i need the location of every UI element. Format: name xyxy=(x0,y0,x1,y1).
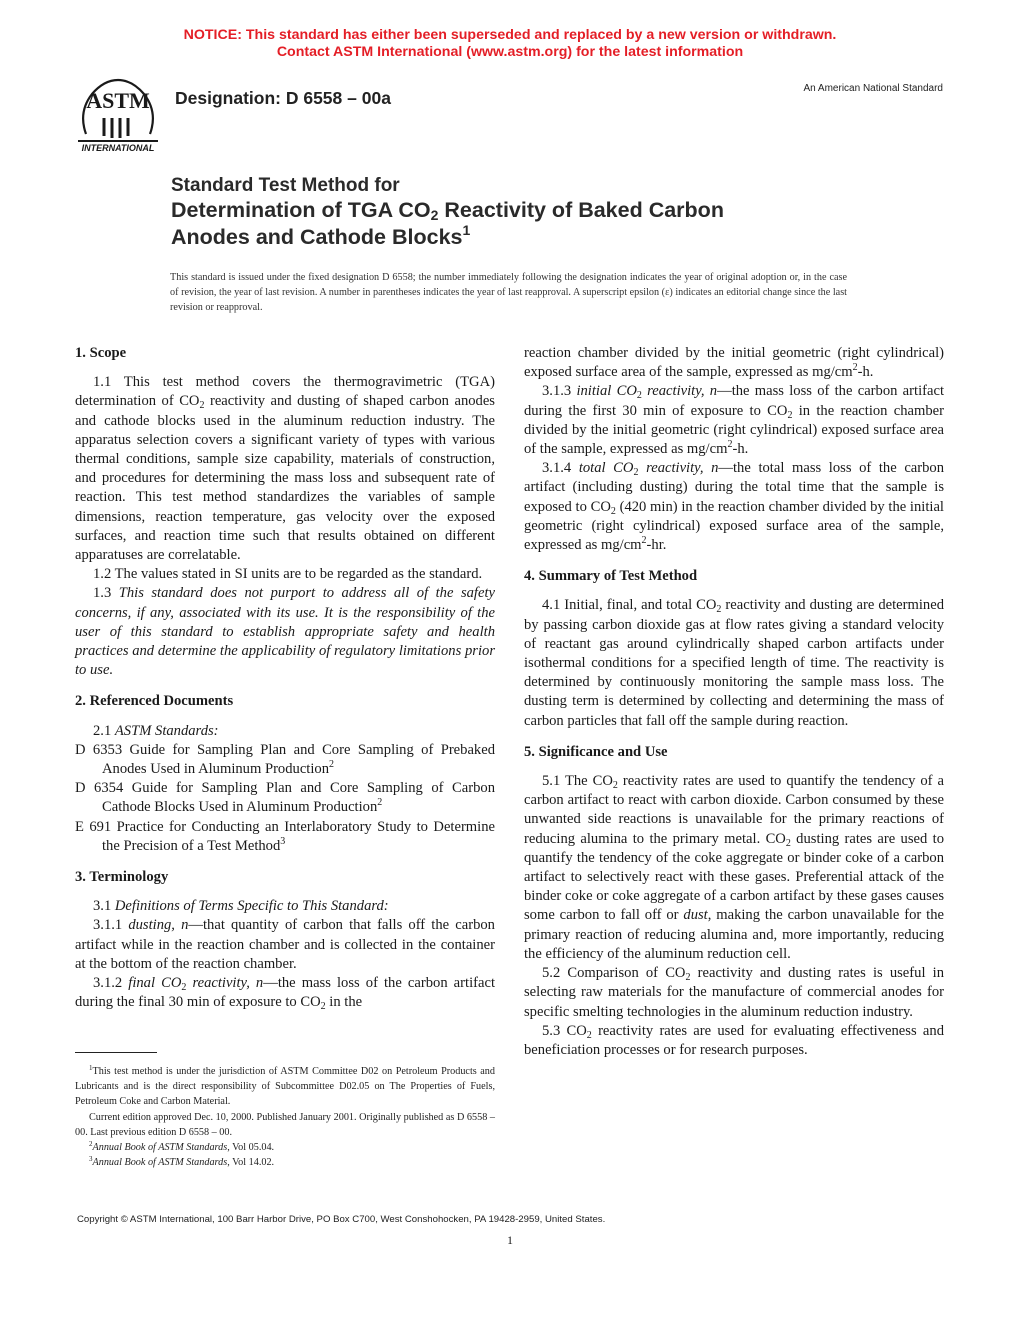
title-line-1: Standard Test Method for xyxy=(171,175,400,196)
footnote-1: $^1$This test method is under the jurisdiction of ASTM Committee D02 on Petroleum Products and Lubricants and is the direct responsibility of Subcommittee D02.05 on The Properties of Fuels, Petroleum Coke and Carbon Material. xyxy=(75,1064,495,1108)
reference-d6353: D 6353 Guide for Sampling Plan and Core Sampling of Prebaked Anodes Used in Aluminum Production$^2$ xyxy=(75,741,495,778)
paragraph-2-1: 2.1 ASTM Standards: xyxy=(93,722,219,739)
right-column xyxy=(524,344,944,1060)
paragraph-3-1-3: 3.1.3 initial $CO_2$ reactivity, n—the mass loss of the carbon artifact during the first 30 min of exposure to $CO_2$ in the reaction chamber divided by the initial geometric (right cylindrical) exposed surface area of the sample, expressed as $mg/cm^2-h$. xyxy=(524,383,944,458)
paragraph-5-1: 5.1 The $CO_2$ reactivity rates are used to quantify the tendency of a carbon artifact to react with carbon dioxide. Carbon consumed by these unwanted side reactions is unavailable for the primary reactions of reducing alumina to the primary metal. $CO_2$ dusting rates are used to quantify the tendency of the coke aggregate or binder coke of a carbon artifact to selectively react with these gases. Preferential attack of the binder coke or coke aggregate of a carbon artifact by these gases causes some carbon to fall off or dust, making the carbon unavailable for the primary reaction of reducing alumina and, more importantly, reducing the efficiency of the aluminum reduction cell. xyxy=(524,773,945,962)
section-1-heading: 1. Scope xyxy=(75,345,127,361)
paragraph-3-1-4: 3.1.4 total $CO_2$ reactivity, n—the total mass loss of the carbon artifact (including dusting) during the total time that the sample is exposed to $CO_2$ (420 min) in the reaction chamber divided by the initial geometric (right cylindrical) exposed surface area of the sample, expressed as $mg/cm^2-hr$. xyxy=(524,460,945,554)
footnote-2: $^2$Annual Book of ASTM Standards, Vol 05.04. xyxy=(89,1140,275,1154)
notice-line-1: NOTICE: This standard has either been superseded and replaced by a new version or withdrawn. xyxy=(183,27,837,43)
footnotes xyxy=(75,1064,495,1170)
reference-d6354: D 6354 Guide for Sampling Plan and Core Sampling of Carbon Cathode Blocks Used in Aluminum Production$^2$ xyxy=(75,780,495,816)
astm-logo-icon xyxy=(74,74,162,154)
paragraph-1-2: 1.2 The values stated in SI units are to be regarded as the standard. xyxy=(93,566,483,583)
title-line-2: Determination of TGA $CO_2$ Reactivity of Baked Carbon xyxy=(171,198,724,223)
issuance-statement: This standard is issued under the fixed designation D 6558; the number immediately following the designation indicates the year of original adoption or, in the case of revision, the year of last revision. A number in parentheses indicates the year of last reapproval. A superscript epsilon (ε) indicates an editorial change since the last revision or reapproval. xyxy=(170,272,847,313)
section-2-heading: 2. Referenced Documents xyxy=(75,693,234,710)
footnote-1-edition: Current edition approved Dec. 10, 2000. Published January 2001. Originally published as D 6558 – 00. Last previous edition D 6558 – 00. xyxy=(75,1111,495,1138)
paragraph-3-1-2-continued: reaction chamber divided by the initial geometric (right cylindrical) exposed surface area of the sample, expressed as $mg/cm^2-h$. xyxy=(524,345,944,381)
paragraph-1-3: 1.3 This standard does not purport to address all of the safety concerns, if any, associated with its use. It is the responsibility of the user of this standard to establish appropriate safety and health practices and determine the applicability of regulatory limitations prior to use. xyxy=(75,585,495,679)
section-3-heading: 3. Terminology xyxy=(75,869,169,886)
paragraph-3-1-1: 3.1.1 dusting, n—that quantity of carbon that falls off the carbon artifact while in the reaction chamber and is collected in the container at the bottom of the reaction chamber. xyxy=(75,917,495,972)
logo-subtext: INTERNATIONAL xyxy=(81,143,155,153)
reference-e691: E 691 Practice for Conducting an Interlaboratory Study to Determine the Precision of a Test Method$^3$ xyxy=(75,818,495,854)
title-line-3: Anodes and Cathode Blocks$^1$ xyxy=(171,222,471,249)
logo-text: ASTM xyxy=(86,88,150,113)
section-5-heading: 5. Significance and Use xyxy=(524,743,668,760)
paragraph-4-1: 4.1 Initial, final, and total $CO_2$ reactivity and dusting are determined by passing carbon dioxide gas at flow rates giving a standard velocity of reactant gas around cylindrically shaped carbon artifacts under isothermal conditions for a specified length of time. The reactivity is determined by continuously monitoring the sample mass loss. The dusting term is determined by collecting and determining the mass of carbon particles that fall off the sample during reaction. xyxy=(524,597,944,729)
document-title xyxy=(171,175,871,251)
designation: Designation: D 6558 – 00a xyxy=(175,88,391,108)
paragraph-3-1: 3.1 Definitions of Terms Specific to This Standard: xyxy=(93,898,389,915)
footnote-divider xyxy=(75,1052,157,1053)
page-number: 1 xyxy=(507,1233,513,1247)
paragraph-5-3: 5.3 $CO_2$ reactivity rates are used for evaluating effectiveness and beneficiation processes or for research purposes. xyxy=(524,1022,944,1058)
paragraph-1-1: 1.1 This test method covers the thermogravimetric (TGA) determination of $CO_2$ reactivity and dusting of shaped carbon anodes and cathode blocks used in the aluminum reduction industry. The apparatus selection covers a significant variety of types with various thermal conditions, sample size capability, materials of construction, and procedures for determining the mass loss and subsequent rate of reaction. This test method standardizes the variables of sample dimensions, reaction temperature, gas velocity over the exposed surfaces, and reaction time such that results obtained on different apparatuses are correlatable. xyxy=(75,374,495,564)
footnote-3: $^3$Annual Book of ASTM Standards, Vol 14.02. xyxy=(89,1155,275,1169)
section-4-heading: 4. Summary of Test Method xyxy=(524,568,698,585)
notice-line-2: Contact ASTM International (www.astm.org) for the latest information xyxy=(276,44,744,60)
left-column xyxy=(75,344,495,1013)
paragraph-3-1-2: 3.1.2 final $CO_2$ reactivity, n—the mass loss of the carbon artifact during the final 30 min of exposure to $CO_2$ in the xyxy=(75,975,496,1013)
paragraph-5-2: 5.2 Comparison of $CO_2$ reactivity and dusting rates is useful in selecting raw materials for the manufacture of commercial anodes for specific smelting technologies in the aluminum reduction industry. xyxy=(524,965,944,1020)
american-national-standard-label: An American National Standard xyxy=(803,83,943,94)
superseded-notice xyxy=(0,27,1020,61)
copyright-line: Copyright © ASTM International, 100 Barr Harbor Drive, PO Box C700, West Conshohocken, PA 19428-2959, United States. xyxy=(77,1214,606,1225)
